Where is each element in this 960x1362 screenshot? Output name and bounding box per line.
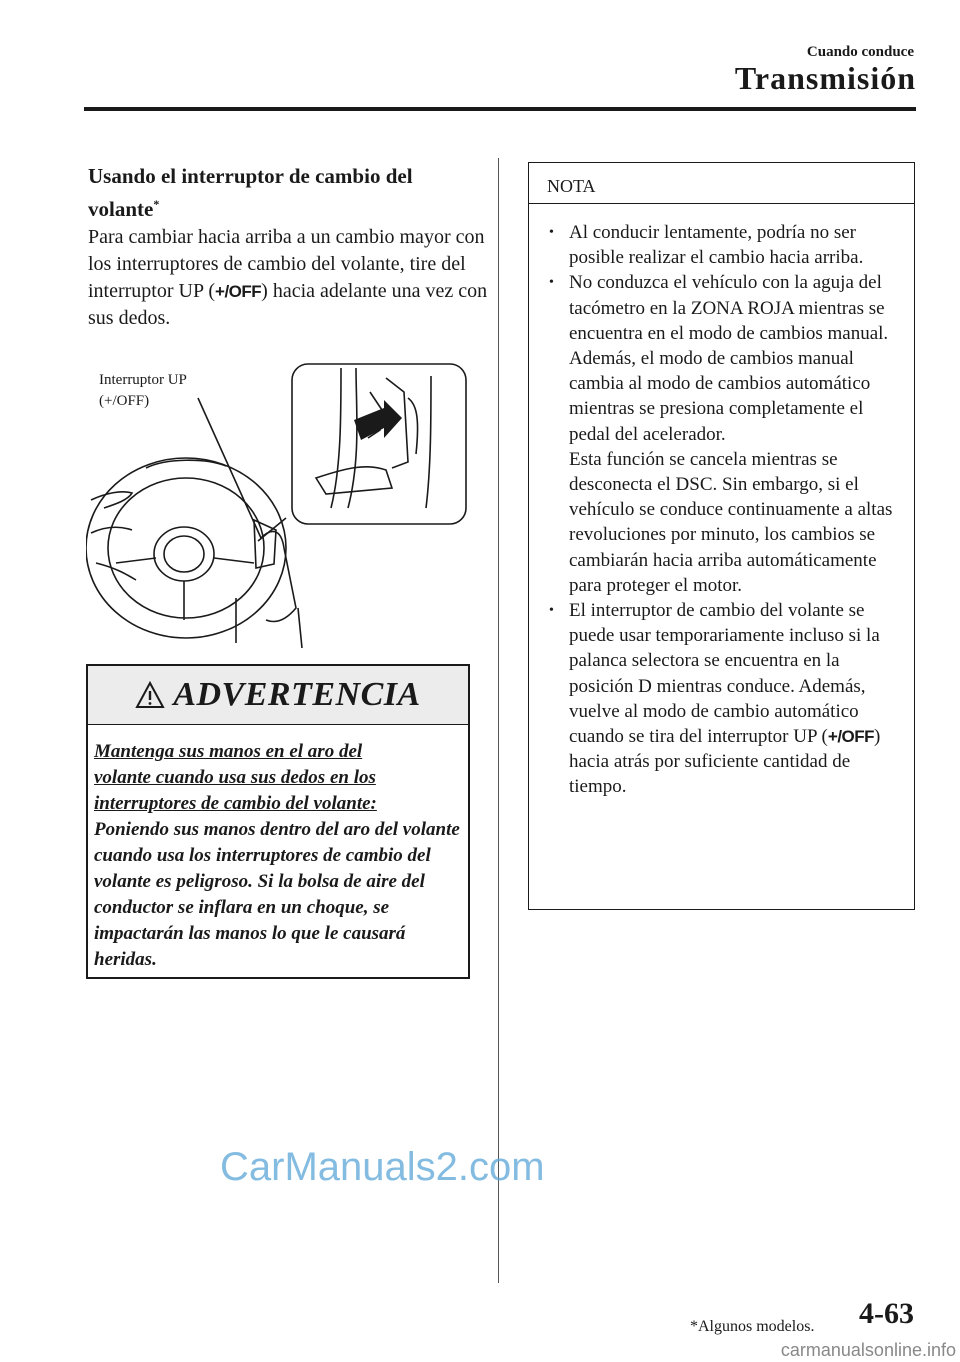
note-box — [528, 162, 915, 910]
warning-header — [88, 666, 468, 725]
warning-underlined-line: Mantenga sus manos en el aro del — [94, 741, 363, 762]
instruction-paragraph — [88, 224, 488, 332]
figure-label-line1: Interruptor UP — [99, 372, 187, 388]
up-off-switch-icon: +/OFF — [827, 727, 875, 747]
warning-underlined-line: interruptores de cambio del volante: — [94, 793, 377, 814]
note-item-text: ) hacia atrás por suficiente cantidad de tiempo. — [569, 726, 881, 798]
note-item-text: El interruptor de cambio del volante se puede usar temporariamente incluso si la palanca selectora se encuentra en la posición D mientras conduce. Además, vuelve al modo de cambio automático cuando se tira del interruptor UP ( — [569, 600, 880, 748]
heading-text: Usando el interruptor de cambio del volante — [88, 164, 413, 221]
footnote-mark: * — [153, 197, 160, 211]
para-text-2: ) hacia adelante una vez con sus dedos. — [88, 280, 488, 329]
note-item-text: Al conducir lentamente, podría no ser posible realizar el cambio hacia arriba. — [569, 222, 864, 269]
figure-label — [99, 370, 187, 412]
warning-body: Poniendo sus manos dentro del aro del volante cuando usa los interruptores de cambio del volante es peligroso. Si la bolsa de aire del conductor se inflara en un choque, se impactarán las manos lo que le causará heridas. — [94, 819, 460, 970]
footnote: *Algunos modelos. — [690, 1318, 815, 1335]
column-divider — [498, 158, 499, 1283]
chapter-title: Transmisión — [734, 60, 916, 96]
note-item — [547, 270, 908, 598]
note-title: NOTA — [529, 163, 914, 204]
warning-triangle-icon — [135, 681, 165, 709]
up-off-switch-icon: +/OFF — [215, 282, 262, 301]
note-item — [547, 598, 908, 800]
header-rule — [84, 107, 916, 111]
note-item — [547, 220, 908, 270]
warning-text — [88, 725, 468, 973]
site-watermark: carmanualsonline.info — [780, 1340, 956, 1360]
watermark: CarManuals2.com — [220, 1145, 545, 1189]
page-number: 4-63 — [859, 1297, 914, 1330]
figure-label-line2: (+/OFF) — [99, 393, 150, 409]
warning-title: ADVERTENCIA — [173, 676, 421, 713]
note-item-text: No conduzca el vehículo con la aguja del tacómetro en la ZONA ROJA mientras se encuentra en el modo de cambios manual. Además, el modo de cambios manual cambia al modo de cambios automático mientras se presiona completamente el pedal del acelerador. — [569, 272, 889, 445]
section-label: Cuando conduce — [806, 44, 914, 60]
para-text-1: Para cambiar hacia arriba a un cambio mayor con los interruptores de cambio del volante, tire del interruptor UP ( — [88, 226, 485, 302]
warning-underlined-line: volante cuando usa sus dedos en los — [94, 767, 376, 788]
section-heading — [88, 162, 488, 223]
warning-box — [86, 664, 470, 979]
steering-wheel-figure — [86, 358, 472, 658]
note-item-text: Esta función se cancela mientras se desconecta el DSC. Sin embargo, si el vehículo se conduce continuamente a altas revoluciones por minuto, los cambios se cambiarán hacia arriba automáticamente para proteger el motor. — [569, 448, 893, 596]
note-list — [529, 204, 914, 800]
